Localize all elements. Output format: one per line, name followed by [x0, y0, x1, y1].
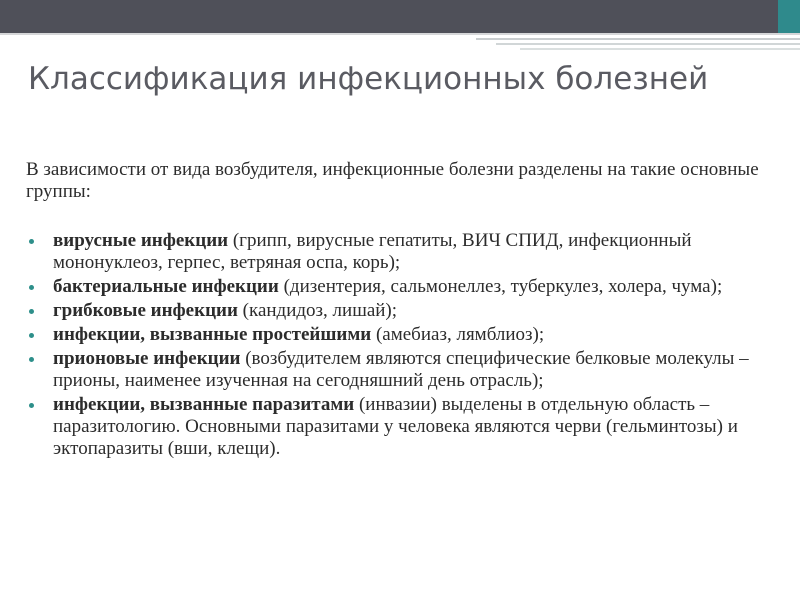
slide-body — [26, 159, 760, 462]
item-term: прионовые инфекции — [53, 348, 241, 369]
item-term: инфекции, вызванные паразитами — [53, 394, 355, 415]
bullet-icon — [29, 285, 34, 290]
list-item — [26, 324, 760, 346]
item-term: грибковые инфекции — [53, 300, 238, 321]
item-term: инфекции, вызванные простейшими — [53, 324, 372, 345]
bullet-icon — [29, 333, 34, 338]
item-description: (амебиаз, лямблиоз); — [371, 324, 545, 345]
bullet-icon — [29, 239, 34, 244]
list-item — [26, 348, 760, 392]
item-description: (кандидоз, лишай); — [237, 300, 398, 321]
item-term: бактериальные инфекции — [53, 276, 279, 297]
infection-groups-list — [26, 230, 760, 460]
list-item — [26, 300, 760, 322]
item-description: (инвазии) выделены в отдельную область – паразитологию. Основными паразитами у человека являются черви (гельминтозы) и эктопаразиты (вши, клещи). — [53, 394, 738, 459]
intro-text: В зависимости от вида возбудителя, инфекционные болезни разделены на такие основные группы: — [26, 159, 759, 202]
header-band — [0, 0, 800, 33]
header-stripe — [496, 43, 800, 45]
list-item — [26, 230, 760, 274]
slide-title: Классификация инфекционных болезней — [28, 61, 709, 97]
header-stripe — [0, 33, 800, 35]
item-description: (возбудителем являются специфические белковые молекулы – прионы, наименее изученная на сегодняшний день отрасль); — [53, 348, 749, 391]
list-item — [26, 276, 760, 298]
item-description: (грипп, вирусные гепатиты, ВИЧ СПИД, инфекционный мононуклеоз, герпес, ветряная оспа, корь); — [53, 230, 692, 273]
header-stripe — [476, 38, 800, 40]
item-term: вирусные инфекции — [53, 230, 229, 251]
bullet-icon — [29, 403, 34, 408]
bullet-icon — [29, 309, 34, 314]
bullet-icon — [29, 357, 34, 362]
list-item — [26, 394, 760, 460]
header-stripe — [520, 48, 800, 50]
header-accent-bar — [778, 0, 800, 33]
item-description: (дизентерия, сальмонеллез, туберкулез, холера, чума); — [278, 276, 723, 297]
